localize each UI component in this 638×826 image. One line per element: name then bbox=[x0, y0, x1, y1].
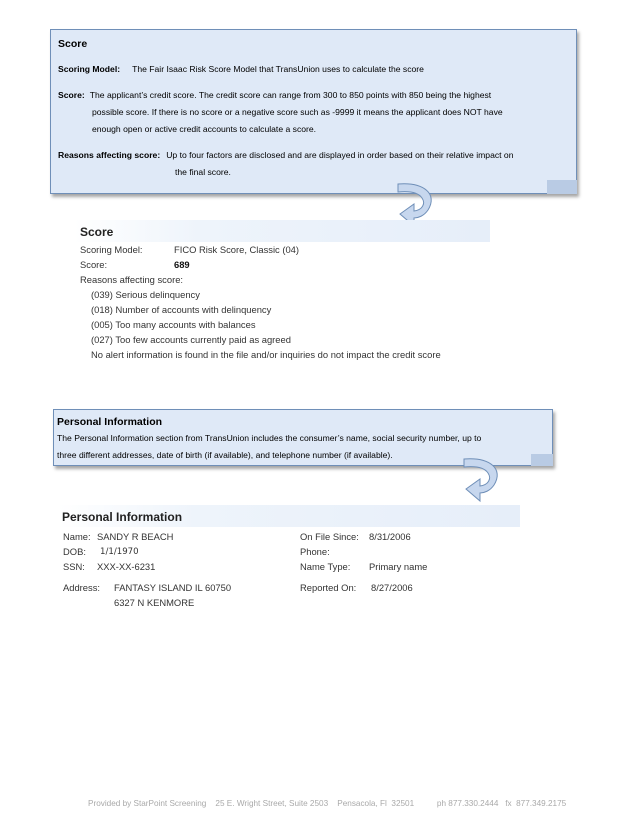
callout-personal-title: Personal Information bbox=[57, 416, 163, 428]
address-line-2: 6327 N KENMORE bbox=[114, 597, 195, 608]
score-label: Score: bbox=[58, 90, 85, 100]
name-label: Name: bbox=[63, 531, 91, 542]
score-text-line-3: enough open or active credit accounts to calculate a score. bbox=[92, 124, 317, 134]
callout-personal-text-line-2: three different addresses, date of birth (if available), and telephone number (if available). bbox=[57, 450, 393, 460]
on-file-since-value: 8/31/2006 bbox=[369, 531, 411, 542]
reason-item: (027) Too few accounts currently paid as agreed bbox=[91, 334, 291, 345]
name-type-value: Primary name bbox=[369, 561, 428, 572]
scoring-model-label: Scoring Model: bbox=[58, 64, 121, 74]
scoring-model-text: The Fair Isaac Risk Score Model that TransUnion uses to calculate the score bbox=[132, 64, 424, 74]
score-value: 689 bbox=[174, 259, 190, 270]
reason-item: (005) Too many accounts with balances bbox=[91, 319, 256, 330]
name-type-label: Name Type: bbox=[300, 561, 351, 572]
page-footer: Provided by StarPoint Screening 25 E. Wright Street, Suite 2503 Pensacola, Fl 32501 ph 877.330.2444 fx 877.349.2175 bbox=[88, 799, 567, 808]
score-panel-title: Score bbox=[80, 225, 114, 239]
name-value: SANDY R BEACH bbox=[97, 531, 174, 542]
reason-item: (018) Number of accounts with delinquency bbox=[91, 304, 272, 315]
scoring-model-label: Scoring Model: bbox=[80, 244, 143, 255]
callout-score-title: Score bbox=[58, 38, 88, 50]
reasons-text-line-2: the final score. bbox=[175, 167, 231, 177]
phone-label: Phone: bbox=[300, 546, 330, 557]
reasons-label: Reasons affecting score: bbox=[80, 274, 184, 285]
dob-value: 1/1/1970 bbox=[100, 547, 139, 557]
personal-panel-title: Personal Information bbox=[62, 510, 183, 524]
scoring-model-value: FICO Risk Score, Classic (04) bbox=[174, 244, 300, 255]
reasons-label: Reasons affecting score: bbox=[58, 150, 161, 160]
score-text-line-1: The applicant’s credit score. The credit score can range from 300 to 850 points with 850 being the highest bbox=[89, 90, 492, 100]
score-note: No alert information is found in the file and/or inquiries do not impact the credit score bbox=[91, 349, 441, 360]
reason-item: (039) Serious delinquency bbox=[91, 289, 200, 300]
on-file-since-label: On File Since: bbox=[300, 531, 359, 542]
reasons-text-line-1: Up to four factors are disclosed and are displayed in order based on their relative impact on bbox=[166, 150, 514, 160]
reported-on-value: 8/27/2006 bbox=[371, 582, 413, 593]
reported-on-label: Reported On: bbox=[300, 582, 357, 593]
ssn-value: XXX-XX-6231 bbox=[97, 561, 156, 572]
dob-label: DOB: bbox=[63, 546, 86, 557]
score-text-line-2: possible score. If there is no score or a negative score such as -9999 it means the applicant does NOT have bbox=[92, 107, 503, 117]
score-label: Score: bbox=[80, 259, 108, 270]
address-line-1: FANTASY ISLAND IL 60750 bbox=[114, 582, 232, 593]
callout-personal-text-line-1: The Personal Information section from TransUnion includes the consumer’s name, social security number, up to bbox=[57, 433, 482, 443]
ssn-label: SSN: bbox=[63, 561, 85, 572]
address-label: Address: bbox=[63, 582, 100, 593]
